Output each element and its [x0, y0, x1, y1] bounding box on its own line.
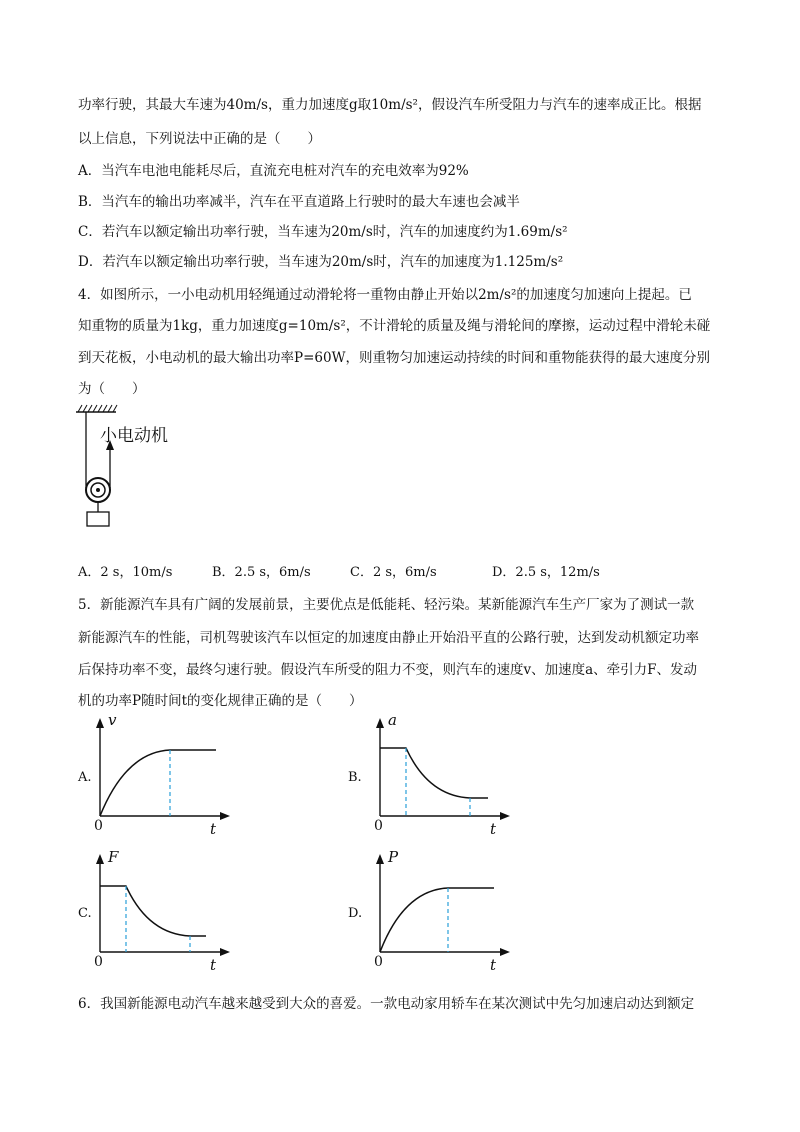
graph-d-origin: 0	[374, 954, 383, 970]
q4-option-b: B．2.5 s，6m/s	[212, 565, 311, 580]
graph-d-x-label: t	[490, 956, 497, 974]
graph-c-x-label: t	[210, 956, 217, 974]
q3-option-a: A．当汽车电池电能耗尽后，直流充电桩对汽车的充电效率为92%	[78, 163, 469, 179]
graph-b-option: B.	[348, 770, 362, 785]
q5-line-4: 机的功率P随时间t的变化规律正确的是（ ）	[78, 693, 363, 709]
graph-a-x-label: t	[210, 820, 217, 838]
motor-label: 小电动机	[100, 426, 168, 446]
graph-b-origin: 0	[374, 818, 383, 834]
graph-c-origin: 0	[94, 954, 103, 970]
graph-c-f-t	[86, 848, 236, 973]
q5-line-3: 后保持功率不变，最终匀速行驶。假设汽车所受的阻力不变，则汽车的速度v、加速度a、牵引力F、发动	[78, 662, 698, 678]
q3-option-b: B．当汽车的输出功率减半，汽车在平直道路上行驶时的最大车速也会减半	[78, 194, 520, 210]
graph-c-option: C.	[78, 906, 92, 921]
q4-option-a: A．2 s，10m/s	[78, 565, 173, 580]
graph-d-p-t	[366, 848, 516, 973]
graph-a-y-label: v	[108, 711, 117, 729]
pulley-motor-figure	[70, 400, 200, 532]
q4-line-3: 到天花板，小电动机的最大输出功率P=60W，则重物匀加速运动持续的时间和重物能获得的最大速度分别	[78, 350, 710, 366]
q4-line-2: 知重物的质量为1kg，重力加速度g=10m/s²，不计滑轮的质量及绳与滑轮间的摩擦，运动过程中滑轮未碰	[78, 318, 711, 334]
graph-a-origin: 0	[94, 818, 103, 834]
q5-line-2: 新能源汽车的性能，司机驾驶该汽车以恒定的加速度由静止开始沿平直的公路行驶，达到发动机额定功率	[78, 630, 699, 646]
q6-line-1: 6．我国新能源电动汽车越来越受到大众的喜爱。一款电动家用轿车在某次测试中先匀加速启动达到额定	[78, 996, 695, 1012]
q4-line-1: 4．如图所示，一小电动机用轻绳通过动滑轮将一重物由静止开始以2m/s²的加速度匀加速向上提起。已	[78, 287, 692, 303]
graph-d-y-label: P	[388, 848, 399, 866]
q3-option-c: C．若汽车以额定输出功率行驶，当车速为20m/s时，汽车的加速度约为1.69m/s²	[78, 224, 568, 240]
q3-option-d: D．若汽车以额定输出功率行驶，当车速为20m/s时，汽车的加速度为1.125m/s²	[78, 254, 564, 270]
q3-line-1: 功率行驶，其最大车速为40m/s，重力加速度g取10m/s²，假设汽车所受阻力与汽车的速率成正比。根据	[78, 97, 702, 113]
graph-a-v-t	[86, 712, 236, 837]
q3-line-2: 以上信息，下列说法中正确的是（ ）	[78, 131, 321, 147]
q5-line-1: 5．新能源汽车具有广阔的发展前景，主要优点是低能耗、轻污染。某新能源汽车生产厂家为了测试一款	[78, 597, 695, 613]
graph-b-x-label: t	[490, 820, 497, 838]
q4-line-4: 为（ ）	[78, 381, 146, 397]
q4-option-c: C．2 s，6m/s	[350, 565, 437, 580]
graph-b-a-t	[366, 712, 516, 837]
graph-d-option: D.	[348, 906, 363, 921]
graph-c-y-label: F	[108, 848, 119, 866]
graph-a-option: A.	[78, 770, 92, 785]
q4-option-d: D．2.5 s，12m/s	[492, 565, 600, 580]
graph-b-y-label: a	[388, 711, 397, 729]
